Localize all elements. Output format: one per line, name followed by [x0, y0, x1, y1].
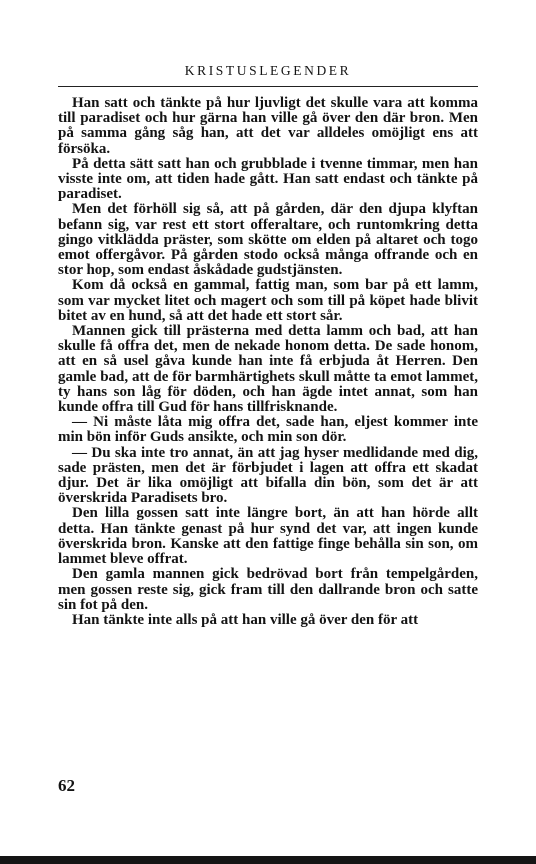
body-text	[58, 96, 478, 628]
paragraph: Den lilla gossen satt inte längre bort, än att han hörde allt detta. Han tänkte genast på hur synd det var, att ingen kunde överskrida bron. Kanske att den fattige finge behålla sin son, om lammet bleve offrat.	[58, 505, 478, 568]
paragraph: Den gamla mannen gick bedrövad bort från tempelgården, men gossen reste sig, gick fram till den dallrande bron och satte sin fot på den.	[58, 566, 478, 613]
running-head: KRISTUSLEGENDER	[184, 63, 352, 78]
header-rule	[58, 86, 478, 87]
paragraph: Han tänkte inte alls på att han ville gå över den för att	[72, 611, 419, 628]
paragraph: Han satt och tänkte på hur ljuvligt det skulle vara att komma till paradiset och hur gärna han ville gå över den där bron. Men på samma gång såg han, att det var alldeles omöjligt ens att försöka.	[58, 95, 478, 157]
paragraph: — Du ska inte tro annat, än att jag hyser medlidande med dig, sade prästen, men det är förbjudet i lagen att offra ett skadat djur. Det är lika omöjligt att bifalla din bön, som det är att överskrida Paradisets bro.	[58, 444, 478, 507]
paragraph: Mannen gick till prästerna med detta lamm och bad, att han skulle få offra det, men de nekade honom detta. De sade honom, att en så usel gåva kunde han inte få erbjuda åt Herren. Den gamle bad, att de för barmhärtighets skull måtte ta emot lammet, ty hans son låg för döden, och han ägde intet annat, som han kunde offra till Gud för hans tillfrisknande.	[58, 323, 478, 416]
paragraph: Men det förhöll sig så, att på gården, där den djupa klyftan befann sig, var rest ett stort offeraltare, och runtomkring detta gingo vitklädda präster, som skötte om elden på altaret och togo emot offergåvor. På gården stodo också många offrande och en stor hop, som endast åskådade gudstjänsten.	[58, 201, 478, 279]
paragraph: — Ni måste låta mig offra det, sade han, eljest kommer inte min bön inför Guds ansikte, och min son dör.	[58, 414, 478, 446]
page-number: 62	[58, 776, 75, 795]
paragraph: Kom då också en gammal, fattig man, som bar på ett lamm, som var mycket litet och magert och som till på köpet hade blivit bitet av en hund, så att det hade ett stort sår.	[58, 277, 478, 324]
page-bottom-edge	[0, 856, 536, 864]
paragraph: På detta sätt satt han och grubblade i tvenne timmar, men han visste inte om, att tiden hade gått. Han satt endast och tänkte på paradiset.	[58, 155, 478, 203]
